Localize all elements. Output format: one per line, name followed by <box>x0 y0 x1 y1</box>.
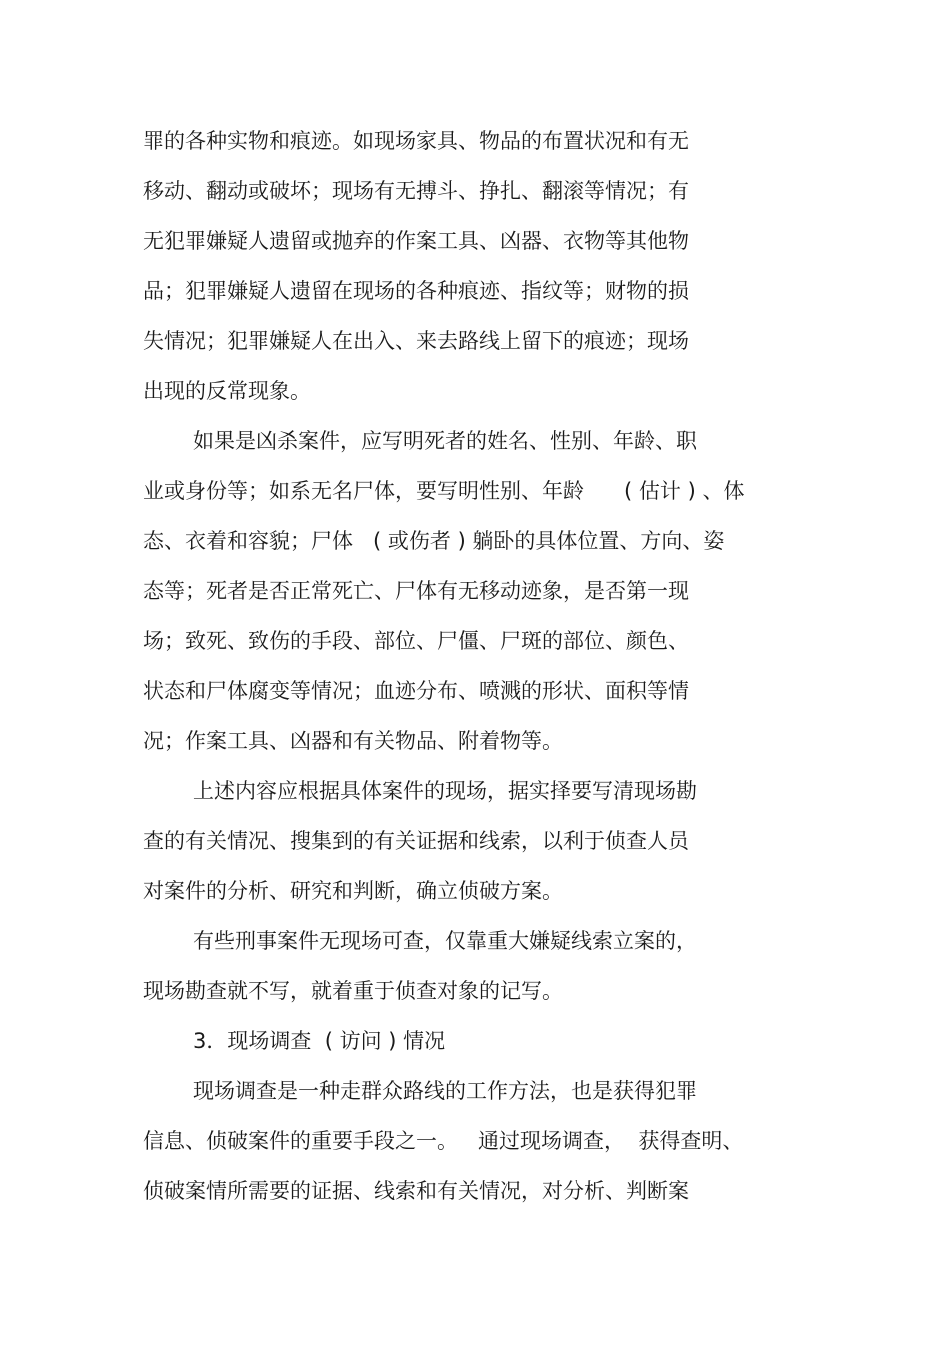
paragraph-first-line: 现场调查是一种走群众路线的工作方法，也是获得犯罪 <box>193 1079 697 1103</box>
text-line: 无犯罪嫌疑人遗留或抛弃的作案工具、凶器、衣物等其他物 <box>143 229 689 253</box>
text-line: 业或身份等；如系无名尸体，要写明性别、年龄 ( 估计 ) 、体 <box>143 479 745 503</box>
paragraph-first-line: 如果是凶杀案件，应写明死者的姓名、性别、年龄、职 <box>193 429 697 453</box>
text-line: 信息、侦破案件的重要手段之一。 通过现场调查， 获得查明、 <box>143 1129 744 1153</box>
paragraph-first-line: 有些刑事案件无现场可查，仅靠重大嫌疑线索立案的， <box>193 929 697 953</box>
text-line: 现场勘查就不写，就着重于侦查对象的记写。 <box>143 979 563 1003</box>
text-line: 状态和尸体腐变等情况；血迹分布、喷溅的形状、面积等情 <box>143 679 689 703</box>
section-heading: 3．现场调查 ( 访问 ) 情况 <box>193 1029 446 1053</box>
text-line: 查的有关情况、搜集到的有关证据和线索，以利于侦查人员 <box>143 829 689 853</box>
text-line: 罪的各种实物和痕迹。如现场家具、物品的布置状况和有无 <box>143 129 689 153</box>
text-line: 况；作案工具、凶器和有关物品、附着物等。 <box>143 729 563 753</box>
text-line: 侦破案情所需要的证据、线索和有关情况，对分析、判断案 <box>143 1179 689 1203</box>
text-line: 出现的反常现象。 <box>143 379 311 403</box>
text-line: 态等；死者是否正常死亡、尸体有无移动迹象，是否第一现 <box>143 579 689 603</box>
text-line: 品；犯罪嫌疑人遗留在现场的各种痕迹、指纹等；财物的损 <box>143 279 689 303</box>
text-line: 场；致死、致伤的手段、部位、尸僵、尸斑的部位、颜色、 <box>143 629 689 653</box>
text-line: 态、衣着和容貌；尸体 ( 或伤者 ) 躺卧的具体位置、方向、姿 <box>143 529 725 553</box>
text-line: 对案件的分析、研究和判断，确立侦破方案。 <box>143 879 563 903</box>
body-text <box>143 121 863 1221</box>
text-line: 移动、翻动或破坏；现场有无搏斗、挣扎、翻滚等情况；有 <box>143 179 689 203</box>
paragraph-first-line: 上述内容应根据具体案件的现场，据实择要写清现场勘 <box>193 779 697 803</box>
text-line: 失情况；犯罪嫌疑人在出入、来去路线上留下的痕迹；现场 <box>143 329 689 353</box>
